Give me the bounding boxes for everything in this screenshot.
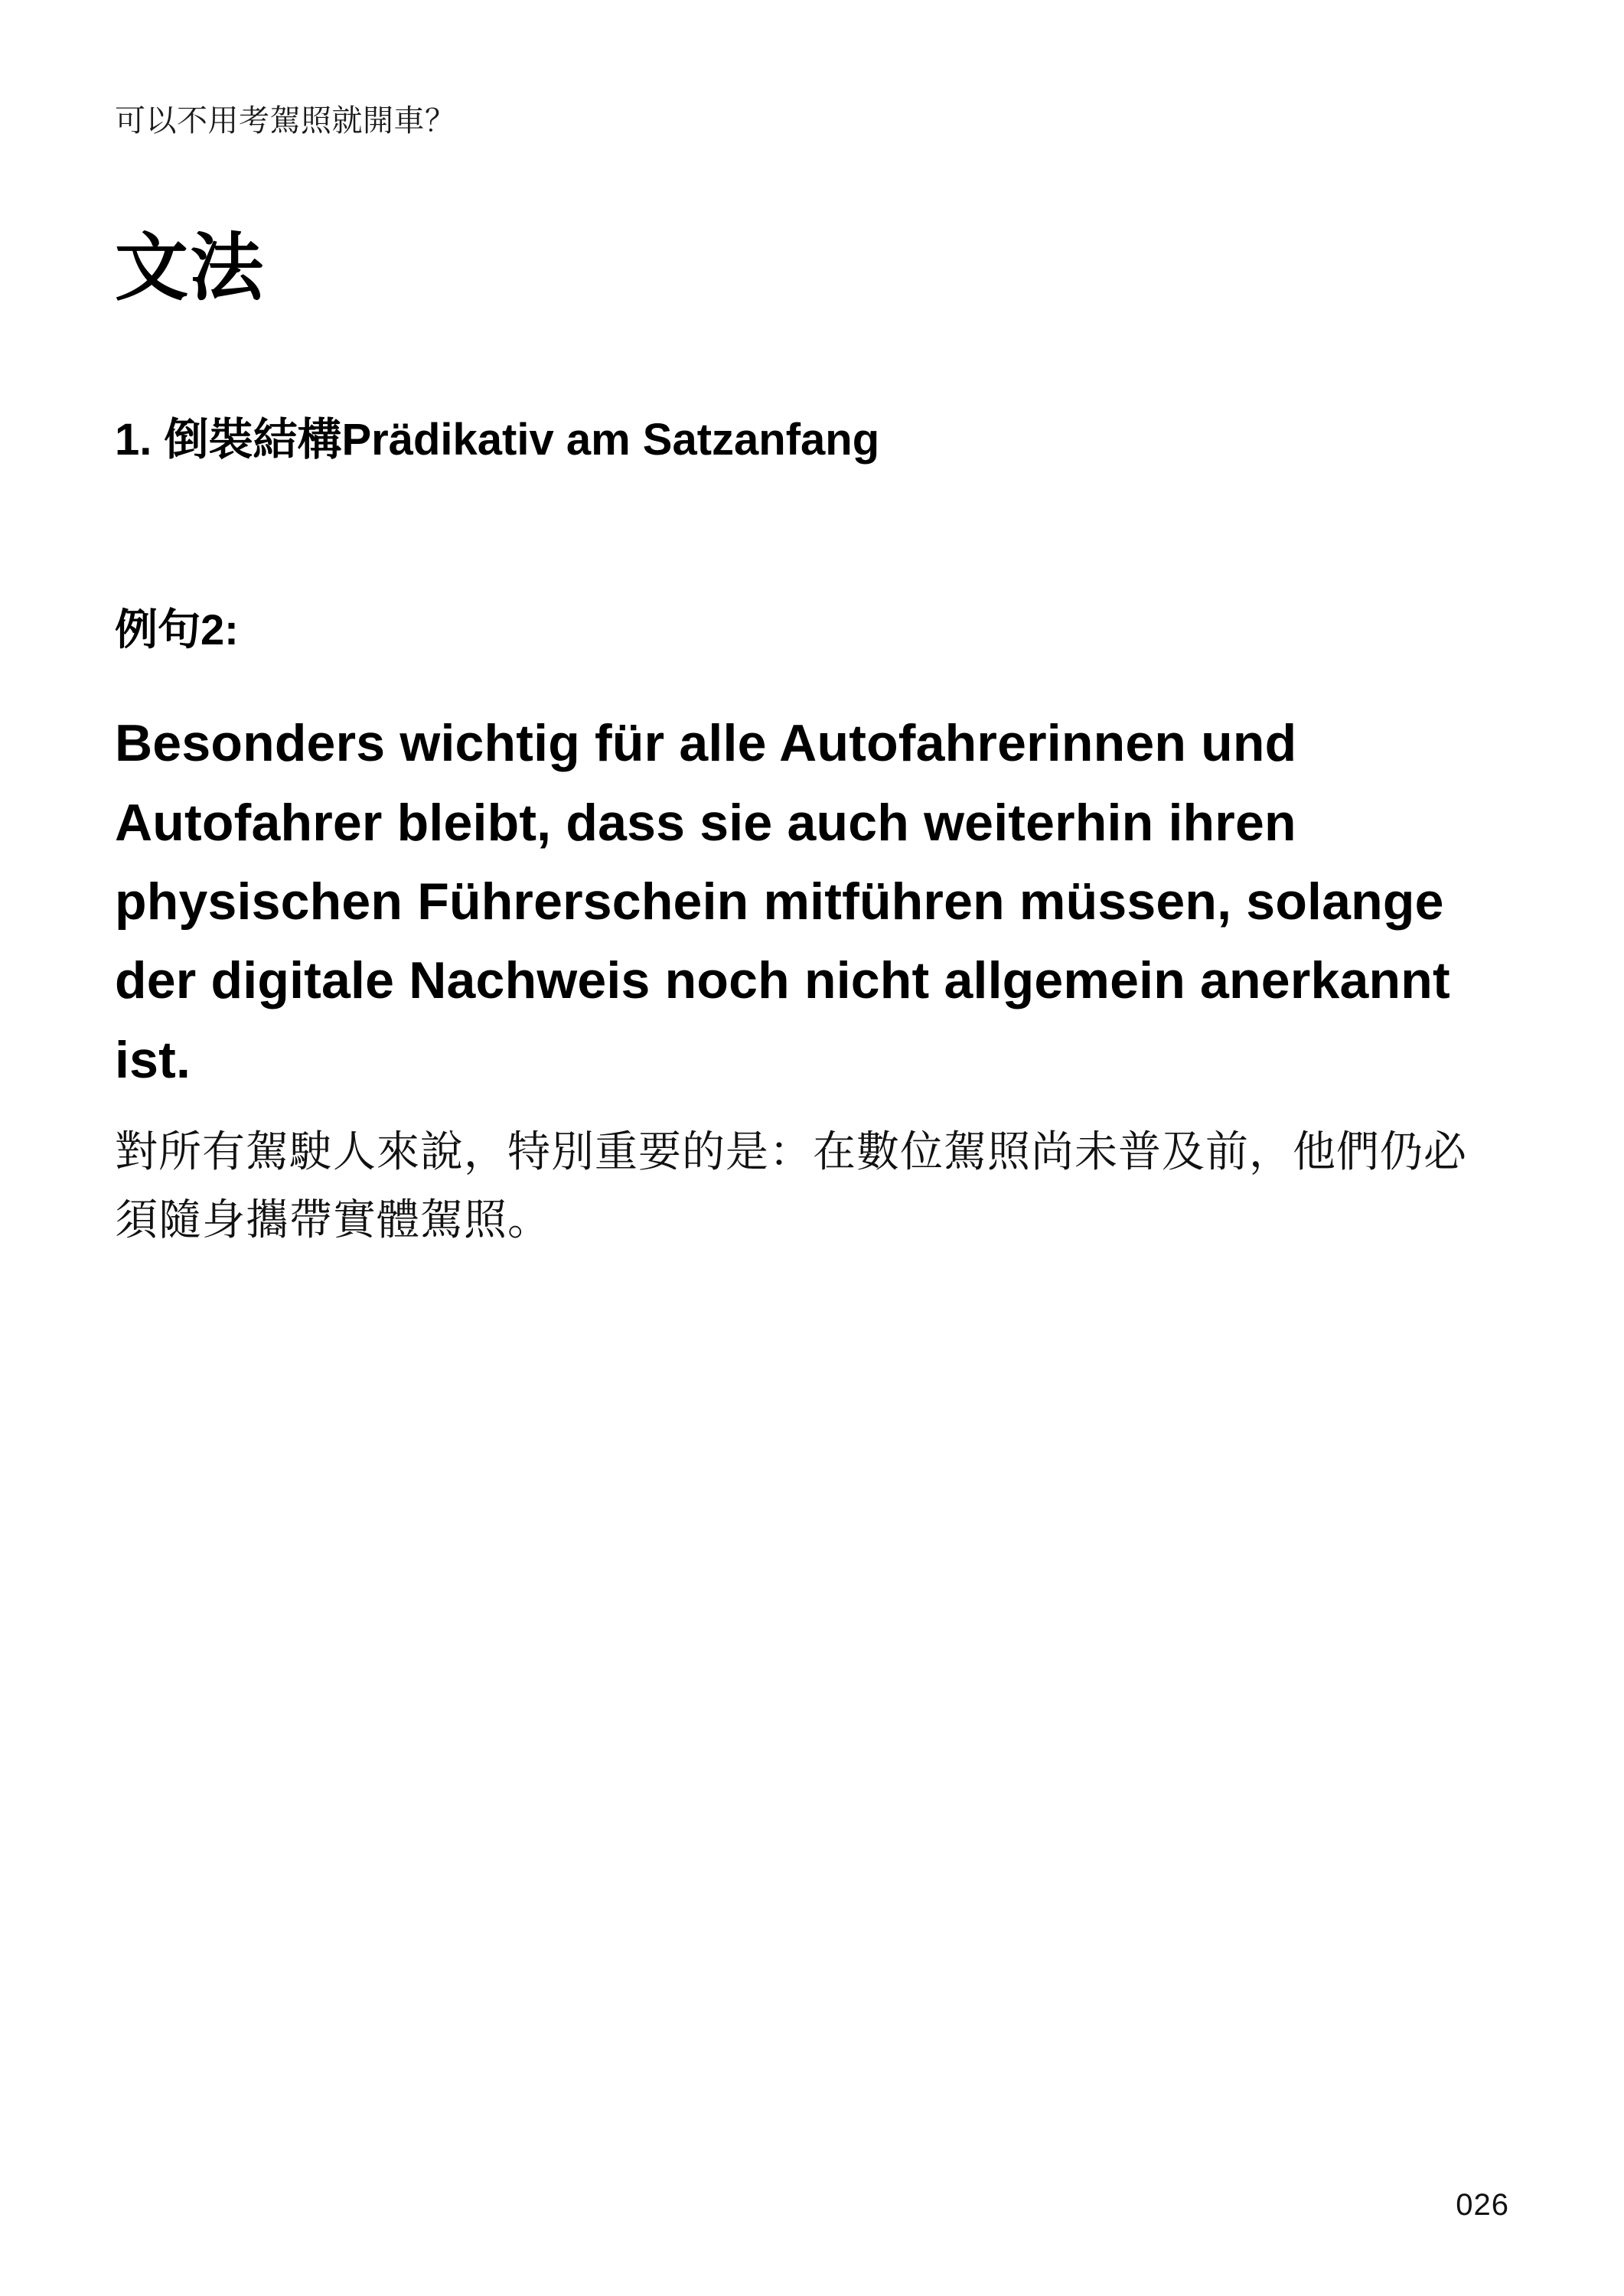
page-title: 文法 bbox=[115, 227, 265, 309]
example-sentence-german: Besonders wichtig für alle Autofahrerinnen und Autofahrer bleibt, dass sie auch weiterhin ihren physischen Führerschein mitführen müssen, solange der digitale Nachweis noch nicht allgemein anerkannt ist. bbox=[115, 714, 1450, 1089]
grammar-point-heading: 1. 倒裝結構Prädikativ am Satzanfang bbox=[115, 415, 880, 465]
page-number: 026 bbox=[1456, 2188, 1509, 2222]
example-label: 例句2: bbox=[115, 605, 239, 654]
running-head: 可以不用考駕照就開車？ bbox=[115, 104, 456, 138]
example-translation-chinese: 對所有駕駛人來說，特別重要的是：在數位駕照尚未普及前，他們仍必須隨身攜帶實體駕照。 bbox=[115, 1127, 1467, 1244]
